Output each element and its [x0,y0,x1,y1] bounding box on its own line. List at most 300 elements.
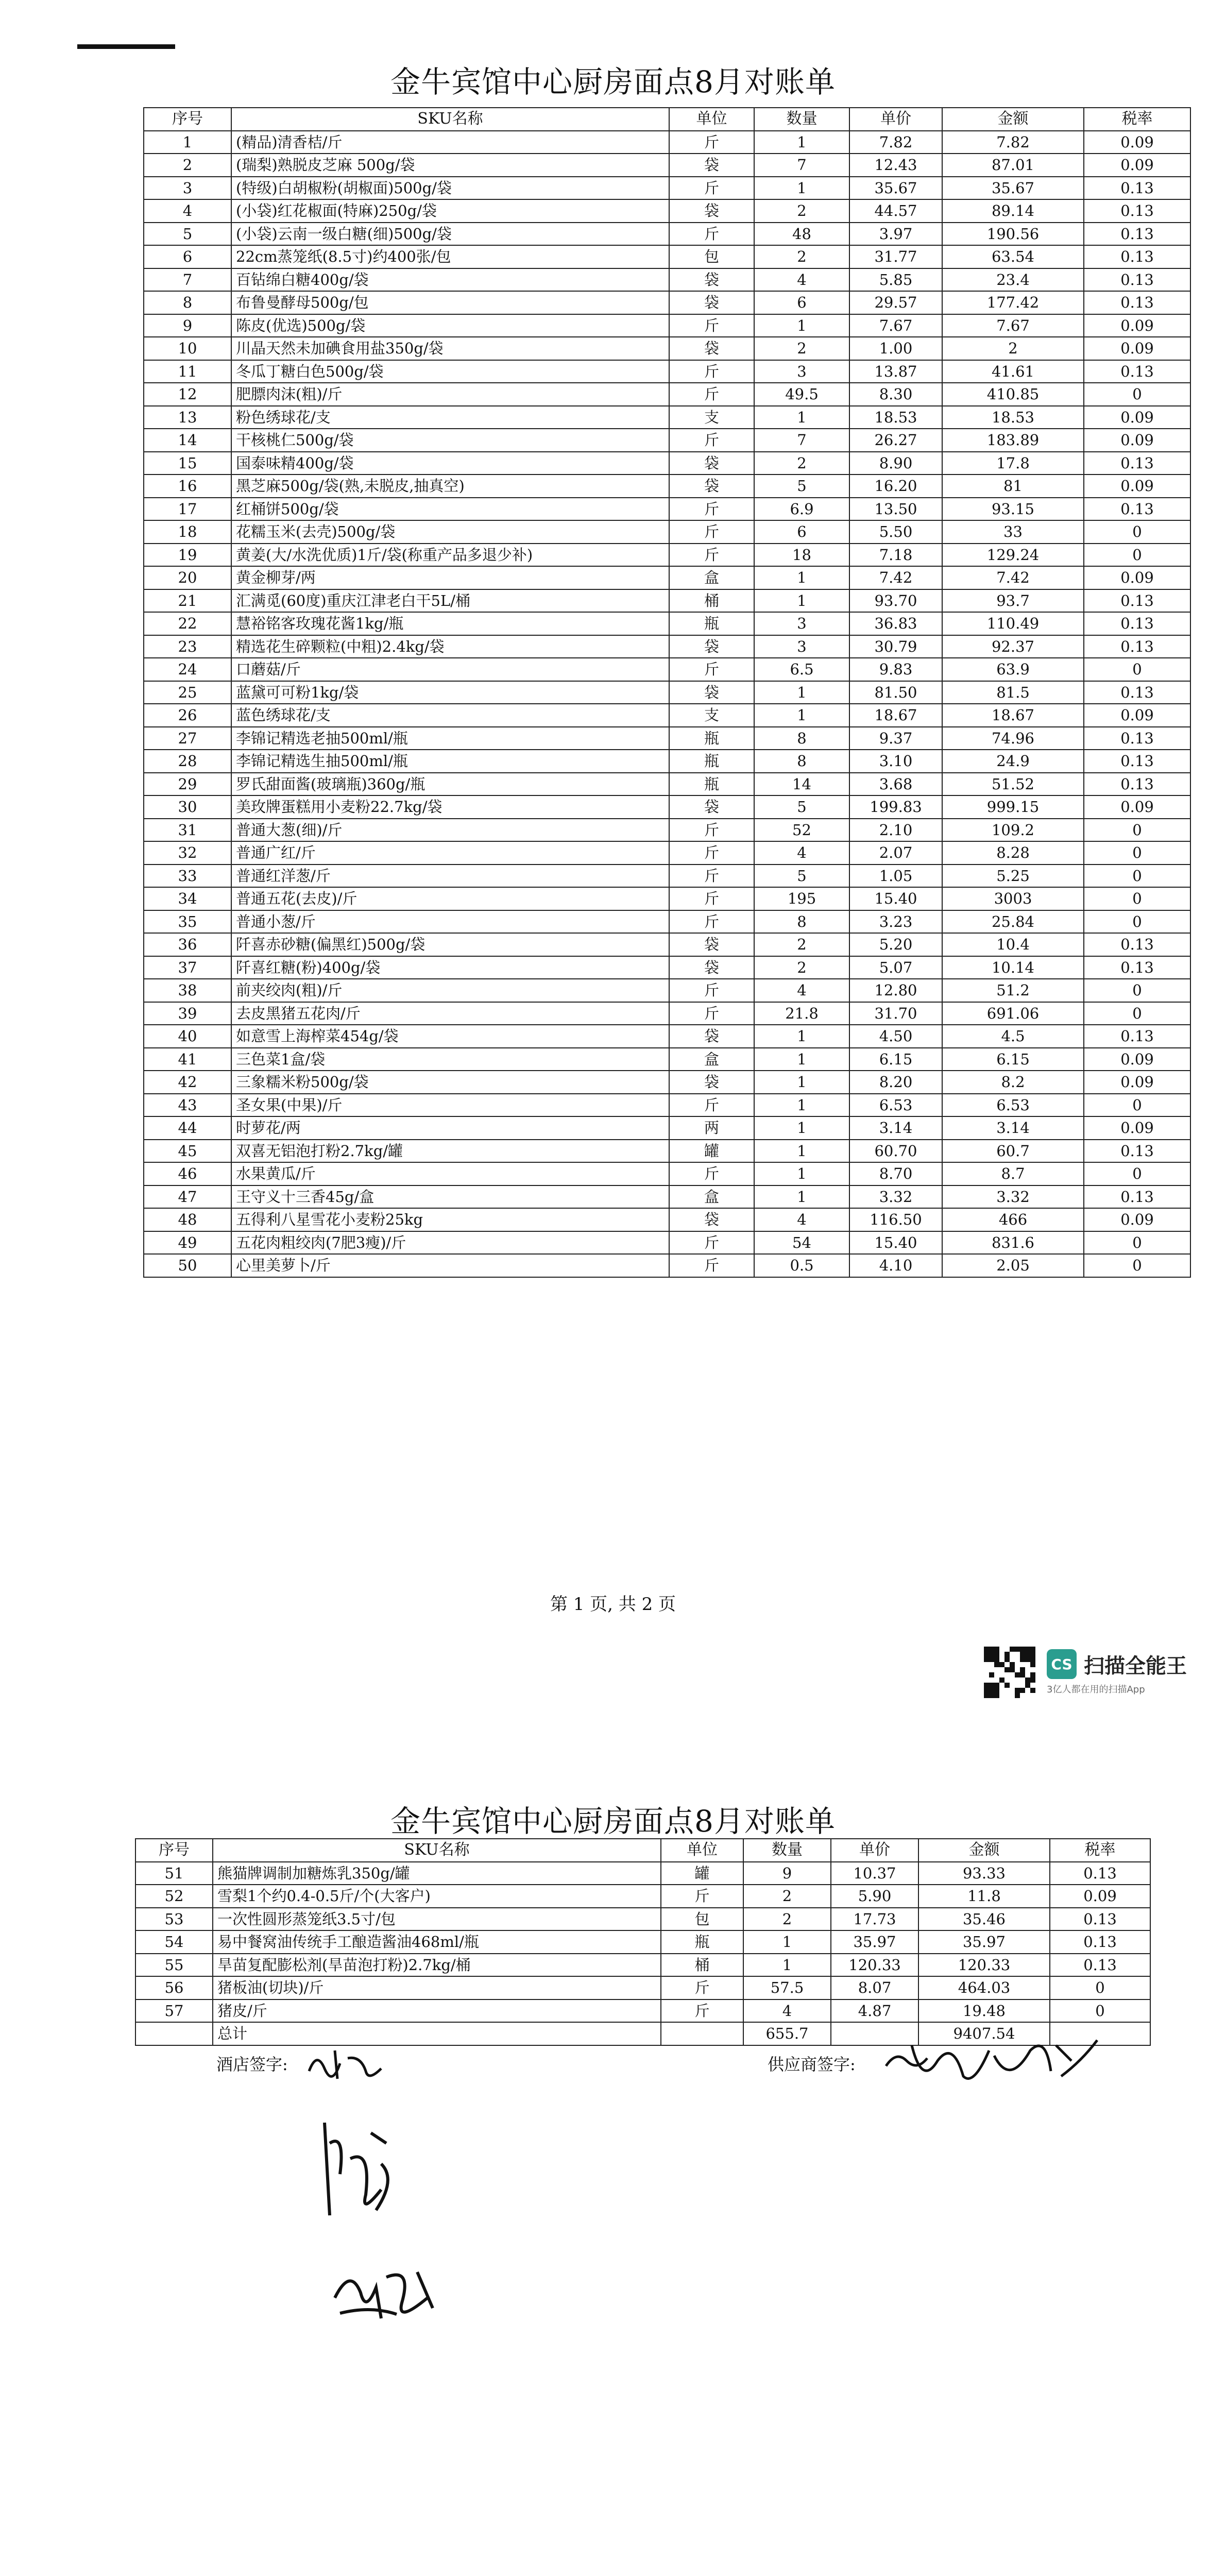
tax-rate: 0.13 [1084,291,1190,314]
quantity: 14 [754,773,849,796]
amount: 2 [942,337,1084,360]
unit-price: 12.80 [849,979,942,1002]
unit: 袋 [669,154,754,177]
amount: 63.54 [942,245,1084,268]
amount: 11.8 [918,1885,1050,1908]
header-sku: SKU名称 [231,108,669,131]
quantity: 6 [754,520,849,544]
unit: 瓶 [669,612,754,635]
header-sku: SKU名称 [213,1839,661,1862]
supplier-signature [876,2030,1113,2097]
row-index: 37 [144,956,231,979]
unit: 支 [669,406,754,429]
table-row [144,1185,1190,1209]
tax-rate: 0.09 [1084,154,1190,177]
tax-rate: 0.13 [1084,727,1190,750]
row-index: 54 [135,1930,213,1954]
table-row [144,314,1190,337]
sku-name: 圣女果(中果)/斤 [231,1094,669,1117]
row-index: 21 [144,589,231,613]
unit-price: 199.83 [849,795,942,819]
tax-rate: 0.09 [1084,1116,1190,1140]
unit: 袋 [669,337,754,360]
tax-rate: 0.09 [1084,406,1190,429]
quantity: 1 [754,131,849,154]
unit: 斤 [669,819,754,842]
quantity: 8 [754,750,849,773]
row-index: 17 [144,498,231,521]
table-row [144,131,1190,154]
unit-price: 3.14 [849,1116,942,1140]
amount: 2.05 [942,1254,1084,1277]
unit: 罐 [661,1862,743,1885]
tax-rate: 0 [1084,1162,1190,1185]
row-index: 45 [144,1140,231,1163]
unit: 斤 [669,1254,754,1277]
unit-price: 8.70 [849,1162,942,1185]
row-index: 34 [144,887,231,910]
unit: 袋 [669,1025,754,1048]
table-row [144,773,1190,796]
sku-name: 普通小葱/斤 [231,910,669,934]
row-index: 55 [135,1954,213,1977]
tax-rate: 0.13 [1050,1862,1150,1885]
unit: 袋 [669,635,754,658]
table-row [144,887,1190,910]
quantity: 8 [754,727,849,750]
table-row [144,520,1190,544]
amount: 7.82 [942,131,1084,154]
row-index: 8 [144,291,231,314]
unit: 斤 [661,1885,743,1908]
row-index: 19 [144,544,231,567]
quantity: 1 [754,1140,849,1163]
quantity: 2 [754,337,849,360]
sku-name: 猪皮/斤 [213,1999,661,2023]
quantity: 52 [754,819,849,842]
quantity: 1 [754,704,849,727]
header-unit: 单位 [669,108,754,131]
hotel-signature-1 [304,2040,397,2087]
unit-price: 3.97 [849,223,942,246]
unit: 罐 [669,1140,754,1163]
tax-rate: 0.09 [1084,337,1190,360]
unit: 斤 [669,1231,754,1255]
unit-price: 31.70 [849,1002,942,1025]
unit: 斤 [669,520,754,544]
quantity: 1 [754,406,849,429]
unit: 斤 [669,360,754,383]
quantity: 49.5 [754,383,849,406]
quantity: 8 [754,910,849,934]
sku-name: 五花肉粗绞肉(7肥3瘦)/斤 [231,1231,669,1255]
sku-name: 普通大葱(细)/斤 [231,819,669,842]
row-index: 18 [144,520,231,544]
table-row [144,681,1190,704]
row-index: 15 [144,452,231,475]
sku-name: 熊猫牌调制加糖炼乳350g/罐 [213,1862,661,1885]
sku-name: 慧裕铭客玫瑰花酱1kg/瓶 [231,612,669,635]
hotel-signature-label: 酒店签字: [216,2055,288,2074]
sku-name: 黑芝麻500g/袋(熟,未脱皮,抽真空) [231,474,669,498]
tax-rate: 0.13 [1084,681,1190,704]
quantity: 6.9 [754,498,849,521]
row-index: 13 [144,406,231,429]
unit-price: 6.53 [849,1094,942,1117]
tax-rate: 0.13 [1050,1930,1150,1954]
unit-price: 13.87 [849,360,942,383]
unit: 斤 [669,544,754,567]
unit: 斤 [669,1002,754,1025]
quantity: 1 [754,1048,849,1071]
row-index: 38 [144,979,231,1002]
unit-price: 3.32 [849,1185,942,1209]
table-row [144,1071,1190,1094]
row-index: 14 [144,429,231,452]
unit: 盒 [669,1048,754,1071]
header-price: 单价 [831,1839,918,1862]
total-amount: 9407.54 [918,2022,1050,2045]
unit-price: 35.67 [849,177,942,200]
quantity: 1 [754,177,849,200]
quantity: 5 [754,795,849,819]
row-index: 7 [144,268,231,292]
unit-price: 18.67 [849,704,942,727]
quantity: 195 [754,887,849,910]
unit-price: 4.87 [831,1999,918,2023]
table-row [144,1094,1190,1117]
quantity: 6 [754,291,849,314]
quantity: 2 [754,933,849,956]
table-row [144,750,1190,773]
unit: 瓶 [661,1930,743,1954]
unit: 盒 [669,566,754,589]
quantity: 9 [743,1862,831,1885]
table-row [144,956,1190,979]
amount: 7.67 [942,314,1084,337]
sku-name: 粉色绣球花/支 [231,406,669,429]
unit-price: 2.10 [849,819,942,842]
tax-rate: 0 [1084,544,1190,567]
sku-name: 肥膘肉沫(粗)/斤 [231,383,669,406]
header-index: 序号 [144,108,231,131]
row-index: 53 [135,1908,213,1931]
unit: 斤 [669,383,754,406]
unit-price: 3.68 [849,773,942,796]
quantity: 2 [743,1885,831,1908]
quantity: 3 [754,612,849,635]
amount: 35.46 [918,1908,1050,1931]
row-index: 32 [144,841,231,865]
amount: 92.37 [942,635,1084,658]
tax-rate: 0 [1050,1976,1150,1999]
unit-price: 16.20 [849,474,942,498]
page-title: 金牛宾馆中心厨房面点8月对账单 [390,64,836,99]
tax-rate: 0.09 [1084,429,1190,452]
table-row [144,245,1190,268]
tax-rate: 0.13 [1084,245,1190,268]
amount: 466 [942,1208,1084,1231]
row-index: 40 [144,1025,231,1048]
row-index: 16 [144,474,231,498]
sku-name: 花糯玉米(去壳)500g/袋 [231,520,669,544]
header-quantity: 数量 [754,108,849,131]
header-price: 单价 [849,108,942,131]
unit: 盒 [669,1185,754,1209]
table-row [144,383,1190,406]
sku-name: 黄金柳芽/两 [231,566,669,589]
row-index: 6 [144,245,231,268]
unit-price: 30.79 [849,635,942,658]
sku-name: 王守义十三香45g/盒 [231,1185,669,1209]
quantity: 1 [754,1116,849,1140]
unit-price: 9.83 [849,658,942,681]
sku-name: 22cm蒸笼纸(8.5寸)约400张/包 [231,245,669,268]
tax-rate: 0 [1084,1231,1190,1255]
unit-price: 81.50 [849,681,942,704]
unit: 袋 [669,452,754,475]
unit: 斤 [669,498,754,521]
tax-rate: 0 [1084,520,1190,544]
amount: 183.89 [942,429,1084,452]
unit-price: 10.37 [831,1862,918,1885]
unit: 支 [669,704,754,727]
table-row [144,979,1190,1002]
tax-rate: 0 [1084,1094,1190,1117]
unit-price: 29.57 [849,291,942,314]
sku-name: (特级)白胡椒粉(胡椒面)500g/袋 [231,177,669,200]
unit-price: 18.53 [849,406,942,429]
unit-price: 4.50 [849,1025,942,1048]
unit: 袋 [669,199,754,223]
table-row [135,1976,1150,1999]
quantity: 5 [754,474,849,498]
amount: 51.52 [942,773,1084,796]
unit: 斤 [669,887,754,910]
tax-rate: 0 [1084,658,1190,681]
quantity: 57.5 [743,1976,831,1999]
table-row [144,819,1190,842]
amount: 60.7 [942,1140,1084,1163]
unit: 两 [669,1116,754,1140]
quantity: 2 [743,1908,831,1931]
unit: 斤 [669,658,754,681]
quantity: 2 [754,245,849,268]
unit: 斤 [669,177,754,200]
table-row [144,1208,1190,1231]
quantity: 6.5 [754,658,849,681]
sku-name: 布鲁曼酵母500g/包 [231,291,669,314]
unit-price: 5.85 [849,268,942,292]
sku-name: 川晶天然未加碘食用盐350g/袋 [231,337,669,360]
row-index: 4 [144,199,231,223]
sku-name: 普通五花(去皮)/斤 [231,887,669,910]
page-2 [0,1752,1226,2576]
amount: 17.8 [942,452,1084,475]
tax-rate: 0.13 [1084,1140,1190,1163]
unit-price: 8.90 [849,452,942,475]
row-index: 9 [144,314,231,337]
sku-name: 蓝色绣球花/支 [231,704,669,727]
table-row [144,1162,1190,1185]
hotel-signature-3 [330,2257,453,2329]
amount: 109.2 [942,819,1084,842]
tax-rate: 0 [1084,1002,1190,1025]
tax-rate: 0.13 [1050,1954,1150,1977]
unit-price: 12.43 [849,154,942,177]
amount: 35.67 [942,177,1084,200]
unit: 桶 [661,1954,743,1977]
unit-price: 7.67 [849,314,942,337]
quantity: 1 [754,1094,849,1117]
tax-rate: 0.09 [1084,314,1190,337]
row-index: 5 [144,223,231,246]
row-index: 43 [144,1094,231,1117]
tax-rate: 0 [1084,383,1190,406]
row-index: 48 [144,1208,231,1231]
row-index: 29 [144,773,231,796]
table-row [144,704,1190,727]
amount: 35.97 [918,1930,1050,1954]
table-row [144,1002,1190,1025]
sku-name: 阡喜红糖(粉)400g/袋 [231,956,669,979]
header-quantity: 数量 [743,1839,831,1862]
sku-name: 口蘑菇/斤 [231,658,669,681]
amount: 23.4 [942,268,1084,292]
sku-name: 去皮黑猪五花肉/斤 [231,1002,669,1025]
quantity: 18 [754,544,849,567]
sku-name: 干核桃仁500g/袋 [231,429,669,452]
quantity: 3 [754,360,849,383]
qr-code-icon [984,1647,1035,1698]
unit-price: 4.10 [849,1254,942,1277]
sku-name: (小袋)红花椒面(特麻)250g/袋 [231,199,669,223]
unit-price: 1.00 [849,337,942,360]
unit: 桶 [669,589,754,613]
sku-name: (瑞梨)熟脱皮芝麻 500g/袋 [231,154,669,177]
unit: 袋 [669,681,754,704]
sku-name: 易中餐窝油传统手工酿造酱油468ml/瓶 [213,1930,661,1954]
quantity: 48 [754,223,849,246]
row-index: 49 [144,1231,231,1255]
row-index: 24 [144,658,231,681]
quantity: 1 [743,1930,831,1954]
amount: 51.2 [942,979,1084,1002]
row-index: 57 [135,1999,213,2023]
row-index: 46 [144,1162,231,1185]
unit: 袋 [669,795,754,819]
table-row [144,727,1190,750]
table-row [144,1025,1190,1048]
amount: 6.53 [942,1094,1084,1117]
tax-rate: 0.13 [1084,956,1190,979]
reconciliation-table-page-1 [143,107,1191,1278]
row-index: 25 [144,681,231,704]
amount: 33 [942,520,1084,544]
amount: 120.33 [918,1954,1050,1977]
unit-price: 7.18 [849,544,942,567]
unit-price: 31.77 [849,245,942,268]
amount: 93.7 [942,589,1084,613]
amount: 81 [942,474,1084,498]
sku-name: 三色菜1盒/袋 [231,1048,669,1071]
unit-price: 8.07 [831,1976,918,1999]
table-row [144,223,1190,246]
amount: 89.14 [942,199,1084,223]
unit: 瓶 [669,750,754,773]
unit-price: 36.83 [849,612,942,635]
tax-rate: 0.13 [1084,773,1190,796]
scanner-watermark [984,1647,1187,1698]
sku-name: 精选花生碎颗粒(中粗)2.4kg/袋 [231,635,669,658]
row-index: 41 [144,1048,231,1071]
tax-rate: 0.13 [1084,1185,1190,1209]
row-index: 52 [135,1885,213,1908]
unit: 瓶 [669,773,754,796]
header-amount: 金额 [942,108,1084,131]
table-row [144,910,1190,934]
tax-rate: 0.09 [1084,1071,1190,1094]
tax-rate: 0.09 [1050,1885,1150,1908]
supplier-signature-label: 供应商签字: [768,2055,856,2074]
amount: 41.61 [942,360,1084,383]
row-index: 47 [144,1185,231,1209]
quantity: 1 [754,1071,849,1094]
row-index: 42 [144,1071,231,1094]
camscanner-logo-icon: CS [1047,1649,1077,1679]
amount: 110.49 [942,612,1084,635]
sku-name: 李锦记精选生抽500ml/瓶 [231,750,669,773]
sku-name: 黄姜(大/水洗优质)1斤/袋(称重产品多退少补) [231,544,669,567]
tax-rate: 0.13 [1084,635,1190,658]
tax-rate: 0.13 [1084,268,1190,292]
table-row [144,1140,1190,1163]
table-header-row [144,108,1190,131]
sku-name: 罗氏甜面酱(玻璃瓶)360g/瓶 [231,773,669,796]
tax-rate: 0.13 [1084,612,1190,635]
quantity: 0.5 [754,1254,849,1277]
unit: 斤 [661,1999,743,2023]
unit: 袋 [669,1071,754,1094]
sku-name: 美玫牌蛋糕用小麦粉22.7kg/袋 [231,795,669,819]
row-index: 36 [144,933,231,956]
amount: 87.01 [942,154,1084,177]
quantity: 54 [754,1231,849,1255]
quantity: 3 [754,635,849,658]
tax-rate: 0.13 [1084,223,1190,246]
quantity: 4 [743,1999,831,2023]
table-row [135,1930,1150,1954]
quantity: 1 [754,1162,849,1185]
quantity: 1 [754,566,849,589]
header-tax: 税率 [1084,108,1190,131]
quantity: 4 [754,979,849,1002]
amount: 8.2 [942,1071,1084,1094]
tax-rate: 0.13 [1084,452,1190,475]
row-index: 1 [144,131,231,154]
sku-name: 阡喜赤砂糖(偏黑红)500g/袋 [231,933,669,956]
table-row [144,795,1190,819]
amount: 129.24 [942,544,1084,567]
unit: 包 [669,245,754,268]
table-row [144,452,1190,475]
amount: 410.85 [942,383,1084,406]
amount: 190.56 [942,223,1084,246]
tax-rate: 0 [1050,1999,1150,2023]
amount: 18.53 [942,406,1084,429]
row-index: 12 [144,383,231,406]
table-row [144,360,1190,383]
